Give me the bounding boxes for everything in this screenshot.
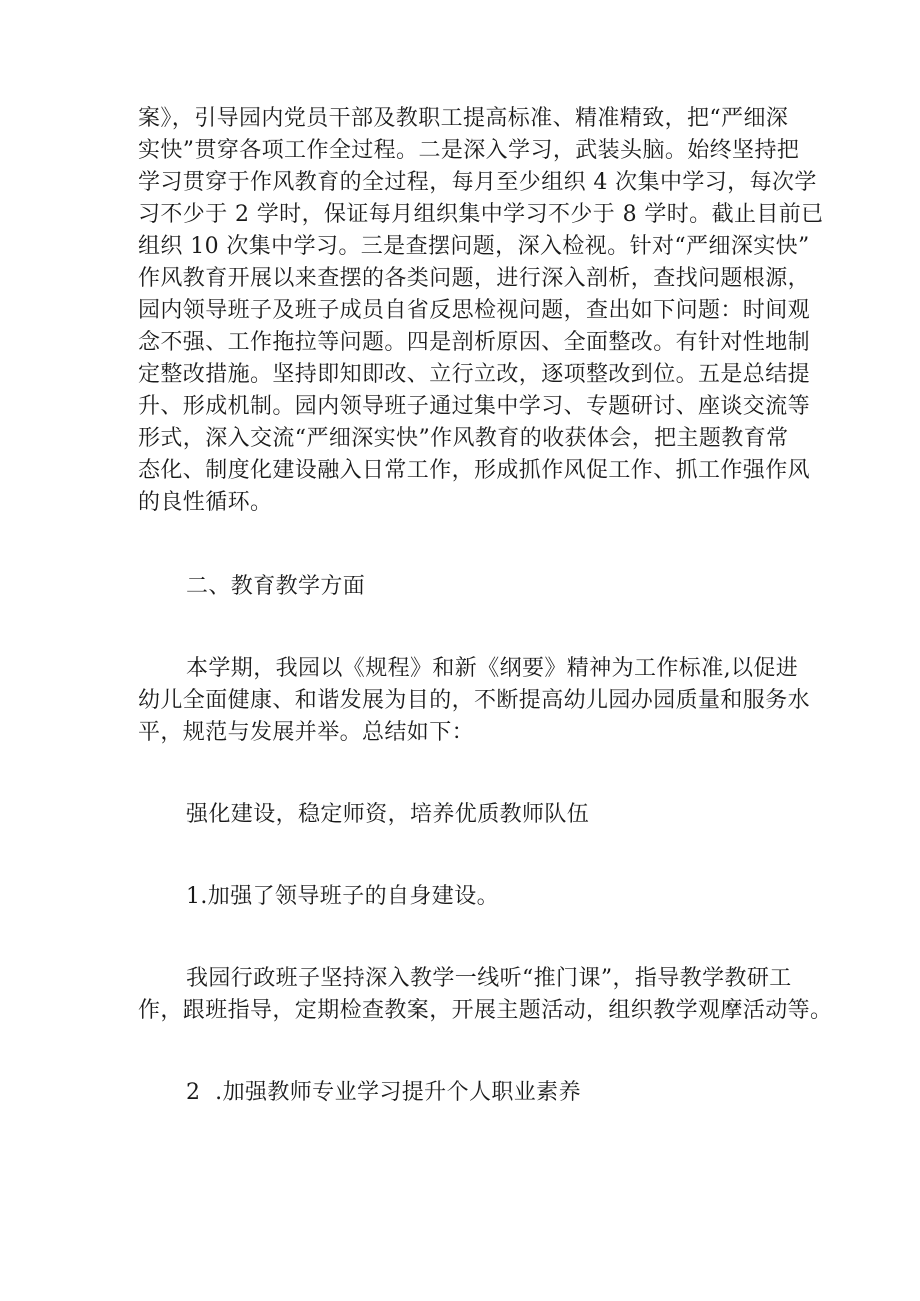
paragraph-line: 本学期，我园以《规程》和新《纲要》精神为工作标准,以促进 — [186, 656, 799, 681]
paragraph-line: 平，规范与发展并举。总结如下： — [138, 720, 475, 745]
paragraph-line: 案》，引导园内党员干部及教职工提高标准、精准精致，把“严细深 — [138, 106, 789, 131]
paragraph-line: 升、形成机制。园内领导班子通过集中学习、专题研讨、座谈交流等 — [138, 394, 811, 419]
paragraph-line: 的良性循环。 — [138, 490, 273, 515]
subheading: 强化建设，稳定师资，培养优质教师队伍 — [186, 802, 590, 827]
item-heading: 2 .加强教师专业学习提升个人职业素养 — [186, 1080, 581, 1105]
item-heading: 1.加强了领导班子的自身建设。 — [186, 884, 499, 909]
paragraph-line: 态化、制度化建设融入日常工作，形成抓作风促工作、抓工作强作风 — [138, 458, 811, 483]
paragraph-line: 园内领导班子及班子成员自省反思检视问题，查出如下问题：时间观 — [138, 298, 811, 323]
paragraph-line: 念不强、工作拖拉等问题。四是剖析原因、全面整改。有针对性地制 — [138, 330, 811, 355]
paragraph-line: 定整改措施。坚持即知即改、立行立改，逐项整改到位。五是总结提 — [138, 362, 811, 387]
paragraph-line: 作，跟班指导，定期检查教案，开展主题活动，组织教学观摩活动等。 — [138, 998, 833, 1023]
paragraph-line: 幼儿全面健康、和谐发展为目的，不断提高幼儿园办园质量和服务水 — [138, 688, 811, 713]
paragraph-line: 形式，深入交流“严细深实快”作风教育的收获体会，把主题教育常 — [138, 426, 789, 451]
paragraph-line: 组织 10 次集中学习。三是查摆问题，深入检视。针对“严细深实快” — [138, 234, 810, 259]
paragraph-line: 实快”贯穿各项工作全过程。二是深入学习，武装头脑。始终坚持把 — [138, 138, 800, 163]
paragraph-line: 作风教育开展以来查摆的各类问题，进行深入剖析，查找问题根源， — [138, 266, 811, 291]
paragraph-line: 学习贯穿于作风教育的全过程，每月至少组织 4 次集中学习，每次学 — [138, 170, 817, 195]
paragraph-line: 习不少于 2 学时，保证每月组织集中学习不少于 8 学时。截止目前已 — [138, 202, 824, 227]
paragraph-line: 我园行政班子坚持深入教学一线听“推门课”，指导教学教研工 — [186, 966, 792, 991]
section-heading: 二、教育教学方面 — [186, 574, 366, 599]
